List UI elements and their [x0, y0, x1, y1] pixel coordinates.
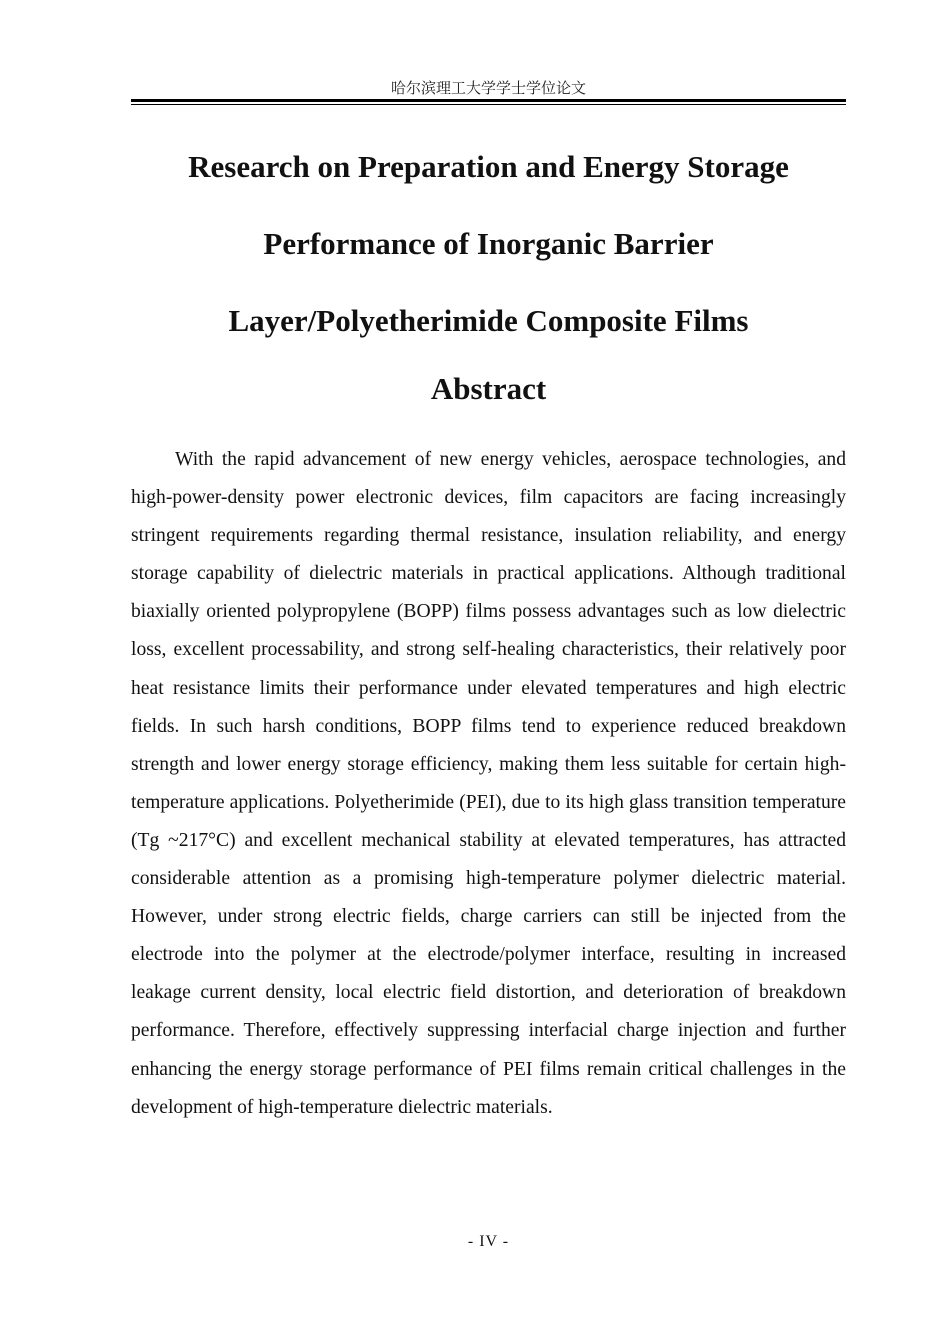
- header-rule-thin: [131, 104, 846, 105]
- thesis-title: [131, 128, 846, 359]
- header-rule: [131, 99, 846, 102]
- title-line: Research on Preparation and Energy Storage: [188, 149, 789, 184]
- page-number: - IV -: [467, 1233, 510, 1250]
- title-line: Layer/Polyetherimide Composite Films: [228, 303, 749, 338]
- abstract-heading: Abstract: [430, 371, 547, 406]
- running-header: 哈尔滨理工大学学士学位论文: [390, 79, 586, 97]
- abstract-paragraph: With the rapid advancement of new energy vehicles, aerospace technologies, and high-power-density power electronic devices, film capacitors are facing increasingly stringent requirements regarding thermal resistance, insulation reliability, and energy storage capability of dielectric materials in practical applications. Although traditional biaxially oriented polypropylene (BOPP) films possess advantages such as low dielectric loss, excellent processability, and strong self-healing characteristics, their relatively poor heat resistance limits their performance under elevated temperatures and high electric fields. In such harsh conditions, BOPP films tend to experience reduced breakdown strength and lower energy storage efficiency, making them less suitable for certain high-temperature applications. Polyetherimide (PEI), due to its high glass transition temperature (Tg ~217°C) and excellent mechanical stability at elevated temperatures, has attracted considerable attention as a promising high-temperature polymer dielectric material. However, under strong electric fields, charge carriers can still be injected from the electrode into the polymer at the electrode/polymer interface, resulting in increased leakage current density, local electric field distortion, and deterioration of breakdown performance. Therefore, effectively suppressing interfacial charge injection and further enhancing the energy storage performance of PEI films remain critical challenges in the development of high-temperature dielectric materials.: [131, 449, 846, 1118]
- title-line: Performance of Inorganic Barrier: [263, 226, 714, 261]
